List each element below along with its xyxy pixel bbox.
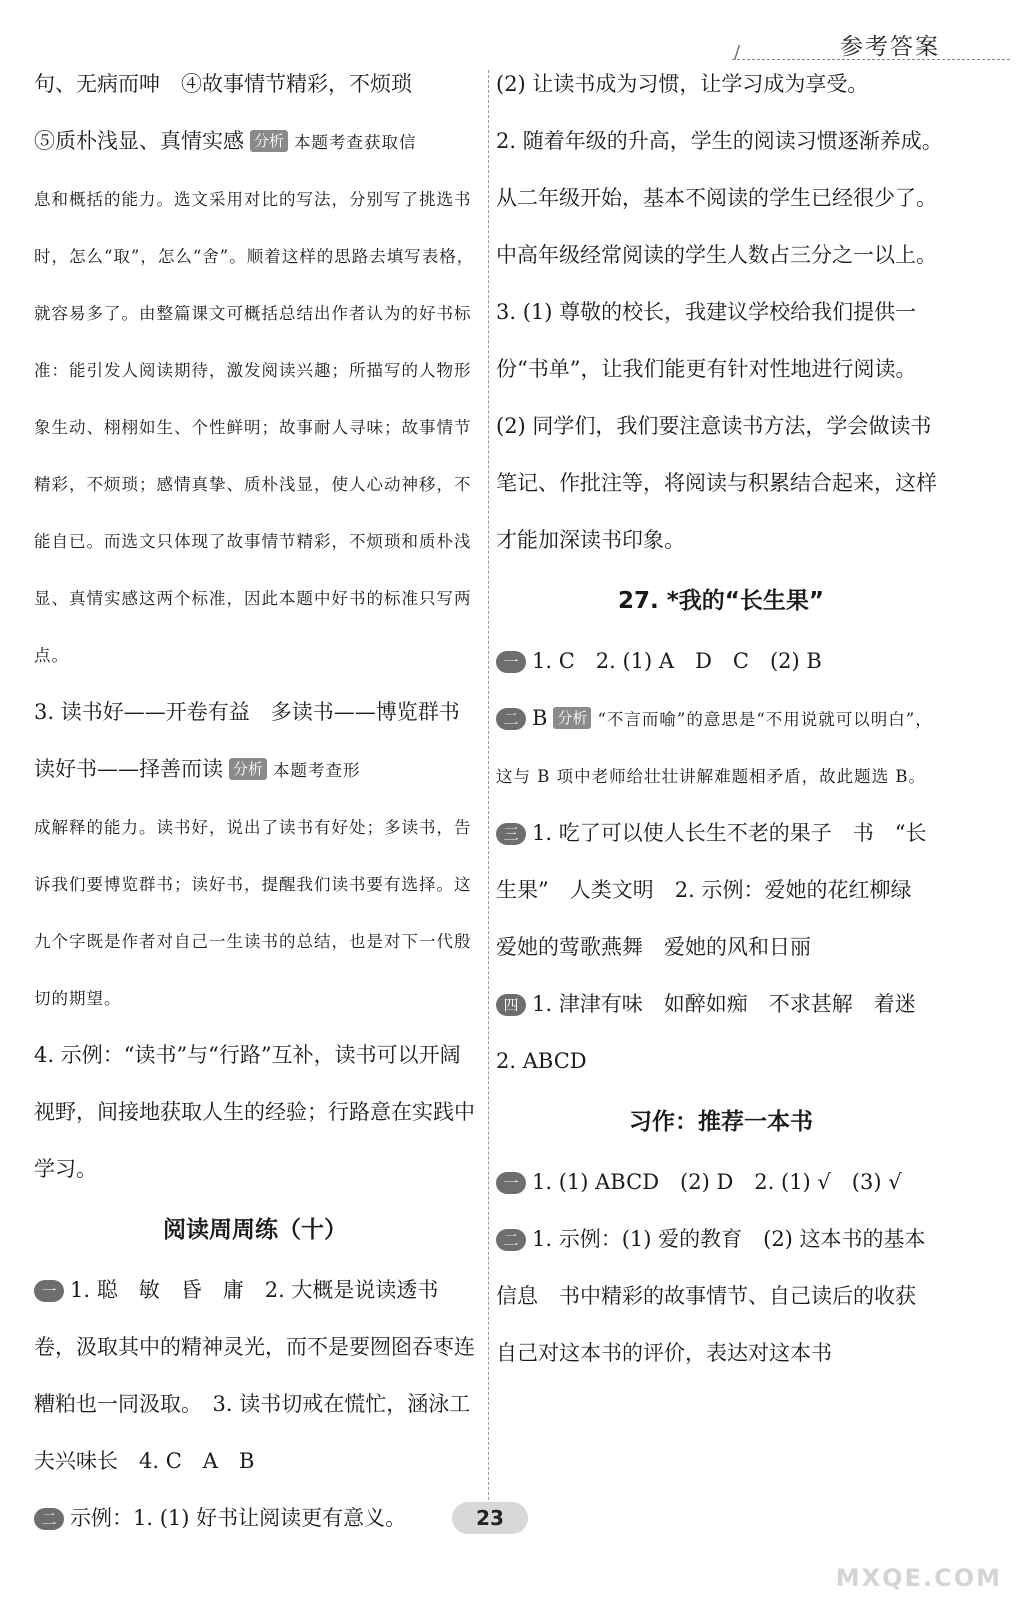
section-badge: 二 (34, 1508, 64, 1530)
analysis-note: 本题考查形 (273, 761, 361, 780)
section-badge: 一 (496, 1172, 526, 1194)
answer-text: 示例：1. (1) 好书让阅读更有意义。 (70, 1506, 407, 1530)
right-column (496, 56, 946, 1542)
left-answer-4: 4. 示例：“读书”与“行路”互补，读书可以开阔视野，间接地获取人生的经验；行路意在实践中学习。 (34, 1043, 475, 1181)
section-heading: 阅读周周练（十） (163, 1217, 347, 1243)
page-number: 23 (452, 1502, 528, 1534)
left-column (34, 56, 481, 1542)
answer-text: 1. 示例：(1) 爱的教育 (2) 这本书的基本信息 书中精彩的故事情节、自己读后的收获 自己对这本书的评价，表达对这本书 (496, 1227, 937, 1365)
section-heading: 习作：推荐一本书 (629, 1109, 813, 1135)
answer-text: B (532, 706, 548, 730)
section-badge: 四 (496, 994, 526, 1016)
section-badge: 三 (496, 823, 526, 845)
analysis-note: 本题考查获取信 (294, 133, 417, 152)
section-1-answer (34, 1262, 476, 1490)
header-slash-mark: / (734, 42, 741, 63)
left-answer-3 (34, 684, 481, 799)
analysis-note: “不言而喻”的意思是“不用说就可以明白”，这与 B 项中老师给壮壮讲解难题相矛盾，故此题选 B。 (496, 710, 933, 786)
writing-part-1 (496, 1154, 946, 1211)
lesson-27-part-4 (496, 976, 946, 1033)
header-title: 参考答案 (840, 34, 940, 60)
answer-text: 1. 津津有味 如醉如痴 不求甚解 着迷 (532, 992, 916, 1016)
answer-text: 3. 读书好——开卷有益 多读书——博览群书 读好书——择善而读 (34, 700, 481, 781)
section-badge: 二 (496, 1229, 526, 1251)
answer-text: ⑤质朴浅显、真情实感 (34, 129, 244, 153)
answer-text: 1. 聪 敏 昏 庸 2. 大概是说读透书卷，汲取其中的精神灵光，而不是要囫囵吞枣连糟粕也一同汲取。 3. 读书切戒在慌忙，涵泳工夫兴味长 4. C A B (34, 1278, 475, 1473)
lesson-27-part-2 (496, 690, 946, 805)
analysis-label: 分析 (553, 707, 591, 729)
section-badge: 一 (34, 1280, 64, 1302)
left-answer-line-2 (34, 113, 476, 171)
column-divider (488, 70, 489, 1530)
section-badge: 二 (496, 708, 526, 730)
right-answer-line-1: (2) 让读书成为习惯，让学习成为享受。 (496, 72, 869, 96)
answer-text: 1. (1) ABCD (2) D 2. (1) √ (3) √ (532, 1170, 902, 1194)
writing-part-2 (496, 1211, 946, 1382)
lesson-27-part-4-q2: 2. ABCD (496, 1049, 587, 1073)
lesson-27-part-1 (496, 633, 946, 690)
watermark: MXQE.COM (835, 1564, 1002, 1592)
left-answer-line-1: 句、无病而呻 ④故事情节精彩，不烦琐 (34, 72, 412, 96)
section-badge: 一 (496, 651, 526, 673)
analysis-paragraph: 息和概括的能力。选文采用对比的写法，分别写了挑选书时，怎么“取”，怎么“舍”。顺着这样的思路去填写表格，就容易多了。由整篇课文可概括总结出作者认为的好书标准：能引发人阅读期待，激发阅读兴趣；所描写的人物形象生动、栩栩如生、个性鲜明；故事耐人寻味；故事情节精彩，不烦琐；感情真挚、质朴浅显，使人心动神移，不能自已。而选文只体现了故事情节精彩，不烦琐和质朴浅显、真情实感这两个标准，因此本题中好书的标准只写两点。 (34, 190, 475, 665)
answer-text: 1. C 2. (1) A D C (2) B (532, 649, 822, 673)
lesson-27-part-3 (496, 805, 946, 976)
right-answer-paragraph: 2. 随着年级的升高，学生的阅读习惯逐渐养成。从二年级开始，基本不阅读的学生已经很少了。中高年级经常阅读的学生人数占三分之一以上。 3. (1) 尊敬的校长，我建议学校给我们提供一份“书单”，让我们能更有针对性地进行阅读。 (2) 同学们，我们要注意读书方法，学会做读书笔记、作批注等，将阅读与积累结合起来，这样才能加深读书印象。 (496, 129, 948, 552)
section-heading: 27. *我的“长生果” (617, 588, 824, 614)
analysis-paragraph: 成解释的能力。读书好，说出了读书有好处；多读书，告诉我们要博览群书；读好书，提醒我们读书要有选择。这九个字既是作者对自己一生读书的总结，也是对下一代殷切的期望。 (34, 818, 472, 1008)
analysis-label: 分析 (250, 130, 288, 152)
section-2-answer (34, 1490, 476, 1547)
analysis-label: 分析 (229, 758, 267, 780)
answer-text: 1. 吃了可以使人长生不老的果子 书 “长生果” 人类文明 2. 示例：爱她的花红柳绿 爱她的莺歌燕舞 爱她的风和日丽 (496, 821, 933, 959)
